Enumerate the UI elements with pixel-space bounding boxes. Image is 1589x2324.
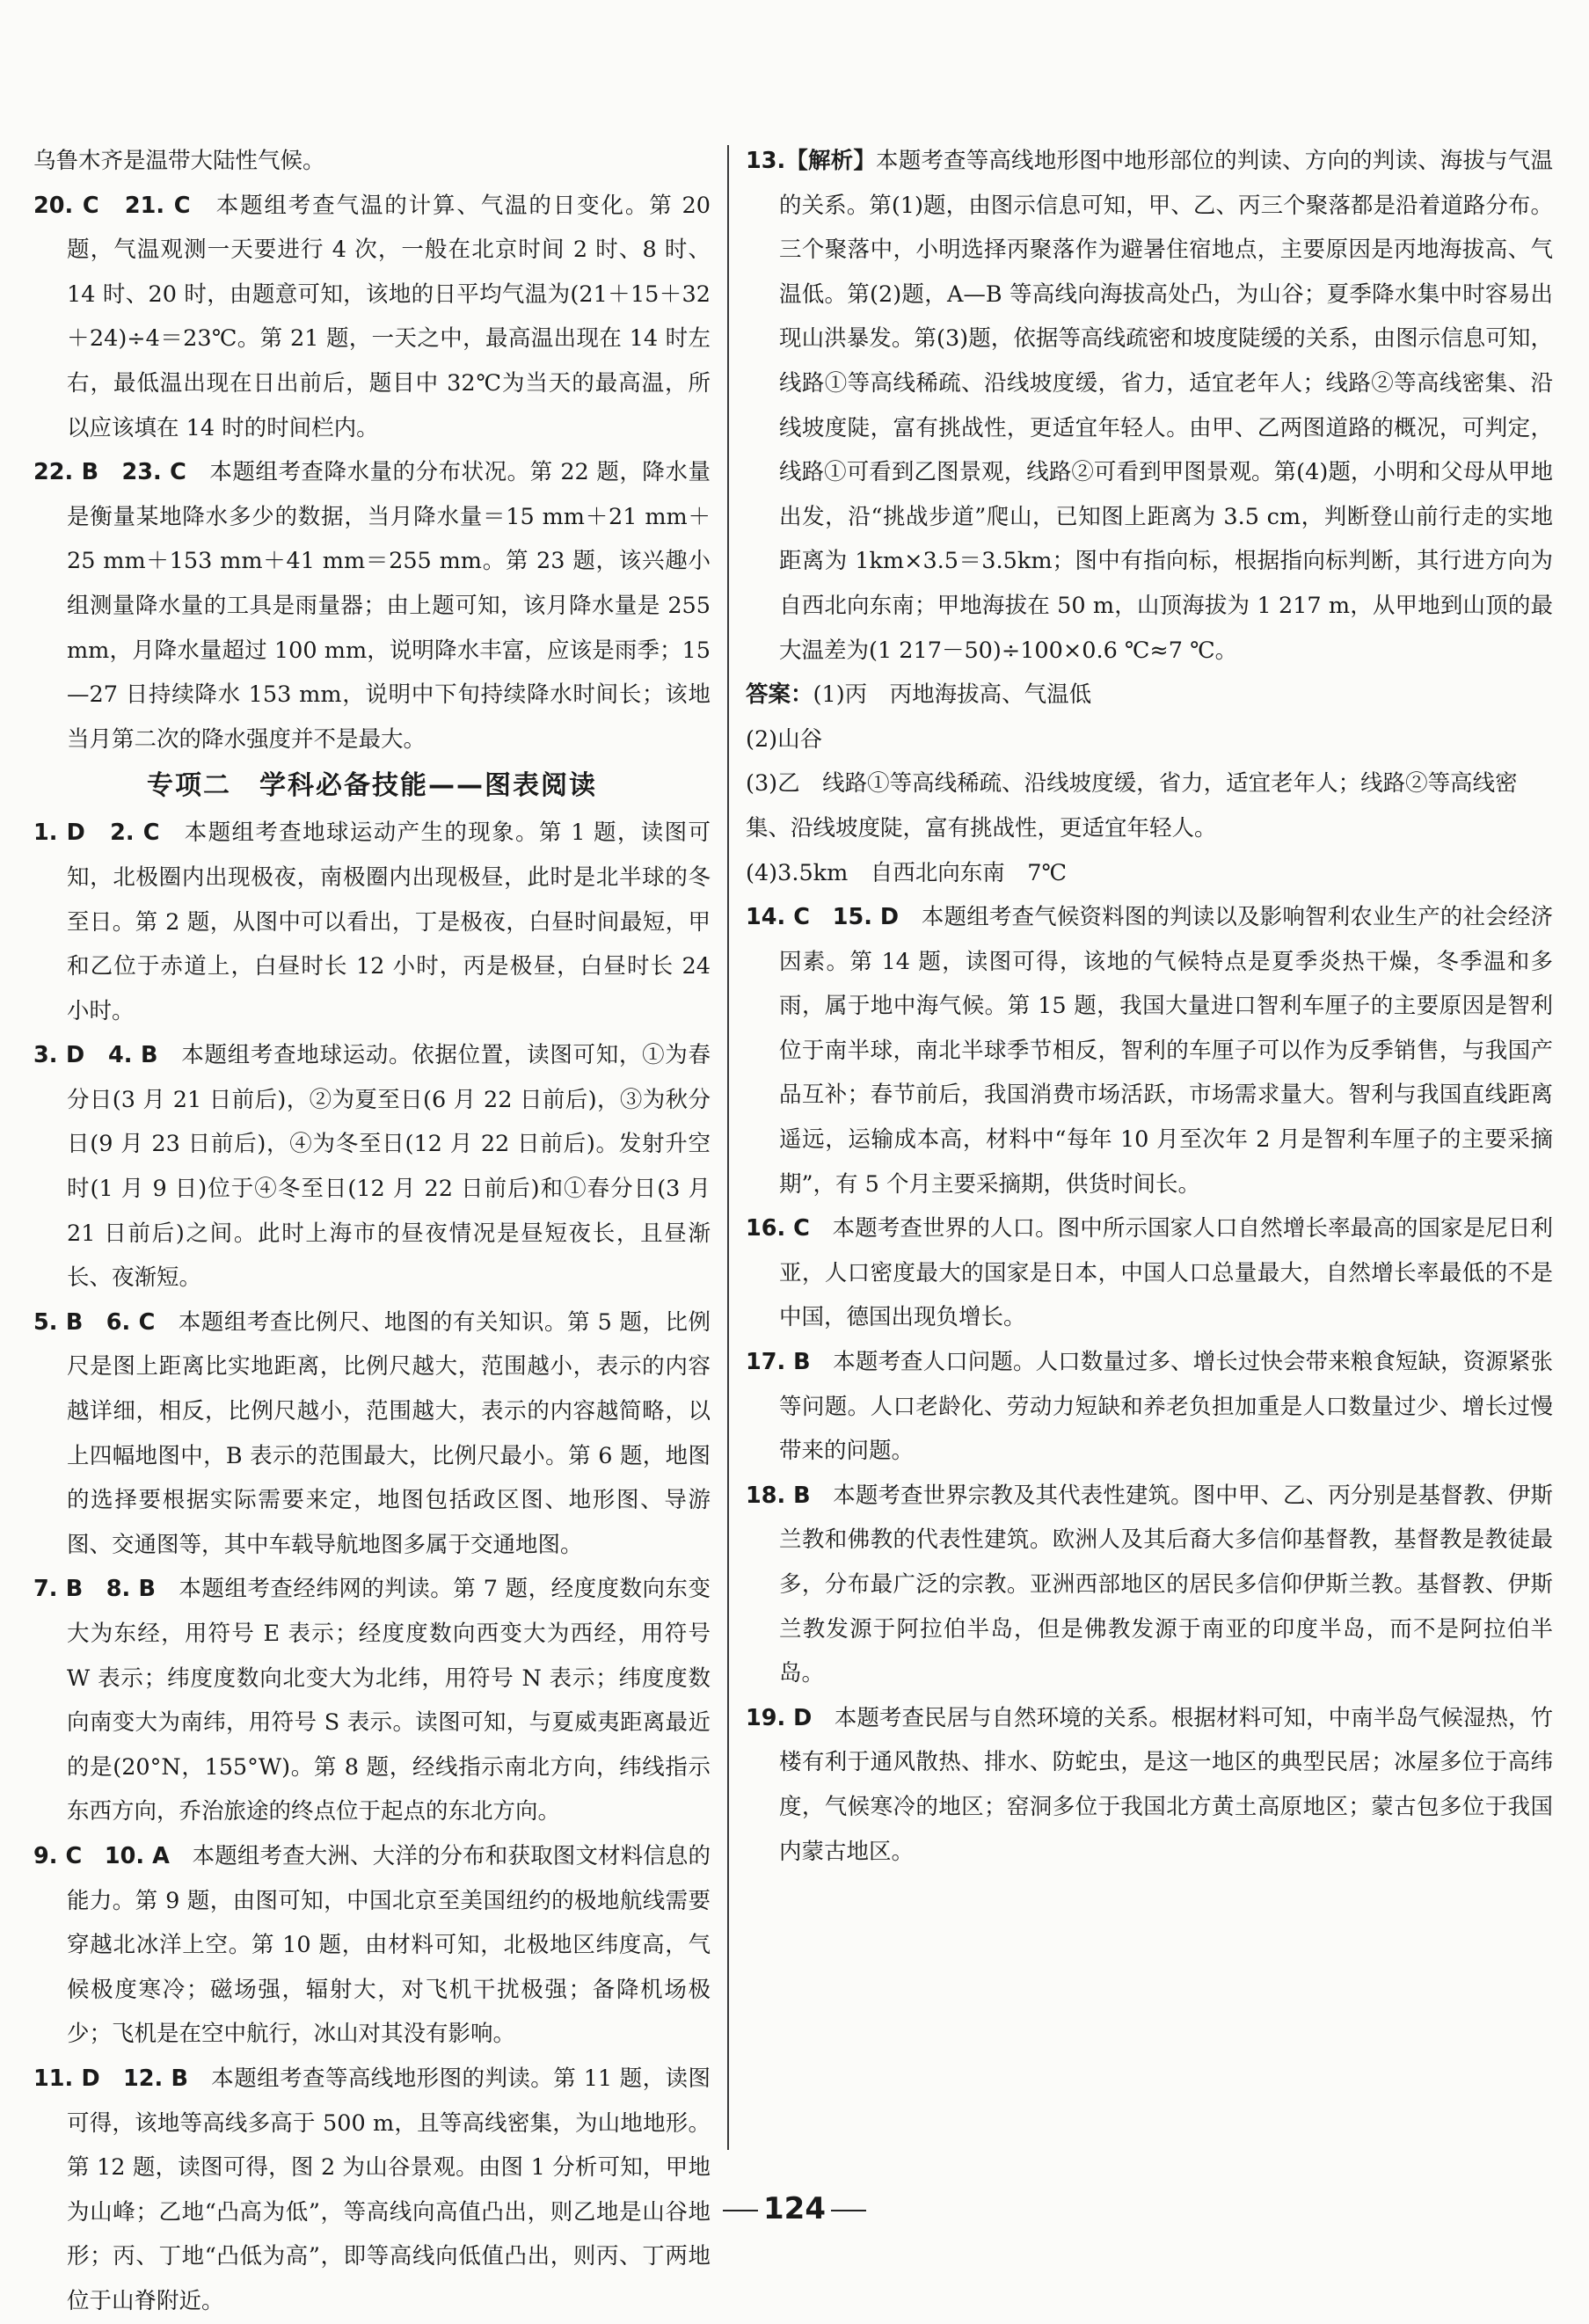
answer-paragraph <box>746 1340 1553 1474</box>
question-number: 1. D 2. C <box>33 820 160 847</box>
question-number: 20. C 21. C <box>33 192 191 219</box>
answer-paragraph <box>33 2057 711 2324</box>
answer-paragraph <box>746 139 1553 673</box>
page-number: 124 <box>763 2191 826 2226</box>
answer-paragraph <box>746 895 1553 1206</box>
answer-block <box>746 673 1553 895</box>
answer-text: 本题考查世界的人口。图中所示国家人口自然增长率最高的国家是尼日利亚，人口密度最大的国家是日本，中国人口总量最大，自然增长率最低的不是中国，德国出现负增长。 <box>779 1215 1553 1331</box>
right-column <box>746 139 1553 1874</box>
answer-text: 本题组考查等高线地形图的判读。第 11 题，读图可得，该地等高线多高于 500 m，且等高线密集，为山地地形。第 12 题，读图可得，图 2 为山谷景观。由图 1 分析可知，甲地为山峰；乙地“凸高为低”，等高线向高值凸出，则乙地是山谷地形；丙、丁地“凸低为高”，即等高线向低值凸出，则丙、丁两地位于山脊附近。 <box>67 2065 711 2314</box>
page-footer <box>0 2191 1589 2226</box>
column-divider <box>727 145 729 2150</box>
answer-text: 本题组考查气温的计算、气温的日变化。第 20 题，气温观测一天要进行 4 次，一般在北京时间 2 时、8 时、14 时、20 时，由题意可知，该地的日平均气温为(21＋15＋32＋24)÷4＝23℃。第 21 题，一天之中，最高温出现在 14 时左右，最低温出现在日出前后，题目中 32℃为当天的最高温，所以应该填在 14 时的时间栏内。 <box>67 192 711 441</box>
answer-paragraph <box>746 1696 1553 1874</box>
answer-line: (3)乙 线路①等高线稀疏、沿线坡度缓，省力，适宜老年人；线路②等高线密集、沿线坡度陡，富有挑战性，更适宜年轻人。 <box>746 770 1518 841</box>
answer-text: 本题考查民居与自然环境的关系。根据材料可知，中南半岛气候湿热，竹楼有利于通风散热、排水、防蛇虫，是这一地区的典型民居；冰屋多位于高纬度，气候寒冷的地区；窑洞多位于我国北方黄土高原地区；蒙古包多位于我国内蒙古地区。 <box>779 1704 1553 1865</box>
answer-text: (1)丙 丙地海拔高、气温低 <box>813 681 1092 709</box>
question-number: 13.【解析】 <box>746 148 877 174</box>
question-number: 9. C 10. A <box>33 1842 170 1869</box>
answer-paragraph <box>33 811 711 1033</box>
answer-text: 本题考查等高线地形图中地形部位的判读、方向的判读、海拔与气温的关系。第(1)题，由图示信息可知，甲、乙、丙三个聚落都是沿着道路分布。三个聚落中，小明选择丙聚落作为避暑住宿地点，主要原因是丙地海拔高、气温低。第(2)题，A—B 等高线向海拔高处凸，为山谷；夏季降水集中时容易出现山洪暴发。第(3)题，依据等高线疏密和坡度陡缓的关系，由图示信息可知，线路①等高线稀疏、沿线坡度缓，省力，适宜老年人；线路②等高线密集、沿线坡度陡，富有挑战性，更适宜年轻人。由甲、乙两图道路的概况，可判定，线路①可看到乙图景观，线路②可看到甲图景观。第(4)题，小明和父母从甲地出发，沿“挑战步道”爬山，已知图上距离为 3.5 cm，判断登山前行走的实地距离为 1km×3.5＝3.5km；图中有指向标，根据指向标判断，其行进方向为自西北向东南；甲地海拔在 50 m，山顶海拔为 1 217 m，从甲地到山顶的最大温差为(1 217－50)÷100×0.6 ℃≈7 ℃。 <box>779 148 1553 664</box>
question-number: 5. B 6. C <box>33 1308 156 1336</box>
answer-paragraph <box>33 1567 711 1834</box>
answer-text: 本题组考查大洲、大洋的分布和获取图文材料信息的能力。第 9 题，由图可知，中国北京至美国纽约的极地航线需要穿越北冰洋上空。第 10 题，由材料可知，北极地区纬度高，气候极度寒冷；磁场强，辐射大，对飞机干扰极强；备降机场极少；飞机是在空中航行，冰山对其没有影响。 <box>67 1842 711 2048</box>
answer-paragraph <box>33 1300 711 1568</box>
footer-dash <box>723 2210 758 2211</box>
answer-paragraph <box>33 139 711 184</box>
answer-paragraph <box>746 1474 1553 1696</box>
answer-text: 本题组考查经纬网的判读。第 7 题，经度度数向东变大为东经，用符号 E 表示；经度度数向西变大为西经，用符号 W 表示；纬度度数向北变大为北纬，用符号 N 表示；纬度度数向南变大为南纬，用符号 S 表示。读图可知，与夏威夷距离最近的是(20°N，155°W)。第 8 题，经线指示南北方向，纬线指示东西方向，乔治旅途的终点位于起点的东北方向。 <box>67 1576 711 1825</box>
answer-text: 本题考查人口问题。人口数量过多、增长过快会带来粮食短缺，资源紧张等问题。人口老龄化、劳动力短缺和养老负担加重是人口数量过少、增长过慢带来的问题。 <box>779 1349 1553 1465</box>
answer-paragraph <box>33 450 711 761</box>
question-number: 7. B 8. B <box>33 1576 156 1603</box>
question-number: 17. B <box>746 1349 811 1376</box>
question-number: 14. C 15. D <box>746 904 900 931</box>
answer-text: 本题组考查气候资料图的判读以及影响智利农业生产的社会经济因素。第 14 题，读图可得，该地的气候特点是夏季炎热干燥，冬季温和多雨，属于地中海气候。第 15 题，我国大量进口智利车厘子的主要原因是智利位于南半球，南北半球季节相反，智利的车厘子可以作为反季销售，与我国产品互补；春节前后，我国消费市场活跃，市场需求量大。智利与我国直线距离遥远，运输成本高，材料中“每年 10 月至次年 2 月是智利车厘子的主要采摘期”，有 5 个月主要采摘期，供货时间长。 <box>779 904 1553 1198</box>
answer-paragraph <box>33 1834 711 2057</box>
section-heading: 专项二 学科必备技能——图表阅读 <box>147 770 597 802</box>
answer-paragraph <box>33 1033 711 1300</box>
answer-paragraph <box>746 1206 1553 1340</box>
answer-line: (4)3.5km 自西北向东南 7℃ <box>746 859 1068 886</box>
answer-text: 乌鲁木齐是温带大陆性气候。 <box>33 148 325 174</box>
question-number: 18. B <box>746 1482 811 1509</box>
answer-text: 本题组考查地球运动产生的现象。第 1 题，读图可知，北极圈内出现极夜，南极圈内出现极昼，此时是北半球的冬至日。第 2 题，从图中可以看出，丁是极夜，白昼时间最短，甲和乙位于赤道上，白昼时长 12 小时，丙是极昼，白昼时长 24 小时。 <box>67 820 711 1024</box>
answer-line: (2)山谷 <box>746 725 823 753</box>
question-number: 3. D 4. B <box>33 1042 158 1069</box>
question-number: 19. D <box>746 1704 813 1731</box>
question-number: 22. B 23. C <box>33 459 186 486</box>
question-number: 16. C <box>746 1215 810 1242</box>
footer-dash <box>831 2210 866 2211</box>
answer-line <box>746 673 1553 718</box>
answer-paragraph <box>33 184 711 451</box>
answer-label: 答案： <box>746 681 813 709</box>
answer-text: 本题组考查降水量的分布状况。第 22 题，降水量是衡量某地降水多少的数据，当月降水量＝15 mm＋21 mm＋25 mm＋153 mm＋41 mm＝255 mm。第 23 题，该兴趣小组测量降水量的工具是雨量器；由上题可知，该月降水量是 255 mm，月降水量超过 100 mm，说明降水丰富，应该是雨季；15—27 日持续降水 153 mm，说明中下旬持续降水时间长；该地当月第二次的降水强度并不是最大。 <box>67 459 711 753</box>
answer-text: 本题考查世界宗教及其代表性建筑。图中甲、乙、丙分别是基督教、伊斯兰教和佛教的代表性建筑。欧洲人及其后裔大多信仰基督教，基督教是教徒最多，分布最广泛的宗教。亚洲西部地区的居民多信仰伊斯兰教。基督教、伊斯兰教发源于阿拉伯半岛，但是佛教发源于南亚的印度半岛，而不是阿拉伯半岛。 <box>779 1482 1553 1687</box>
answer-text: 本题组考查地球运动。依据位置，读图可知，①为春分日(3 月 21 日前后)，②为夏至日(6 月 22 日前后)，③为秋分日(9 月 23 日前后)，④为冬至日(12 月 22 日前后)。发射升空时(1 月 9 日)位于④冬至日(12 月 22 日前后)和①春分日(3 月 21 日前后)之间。此时上海市的昼夜情况是昼短夜长，且昼渐长、夜渐短。 <box>67 1042 711 1292</box>
left-column <box>33 139 711 2324</box>
answer-text: 本题组考查比例尺、地图的有关知识。第 5 题，比例尺是图上距离比实地距离，比例尺越大，范围越小，表示的内容越详细，相反，比例尺越小，范围越大，表示的内容越简略，以上四幅地图中，B 表示的范围最大，比例尺最小。第 6 题，地图的选择要根据实际需要来定，地图包括政区图、地形图、导游图、交通图等，其中车载导航地图多属于交通地图。 <box>67 1308 711 1558</box>
question-number: 11. D 12. B <box>33 2065 188 2092</box>
